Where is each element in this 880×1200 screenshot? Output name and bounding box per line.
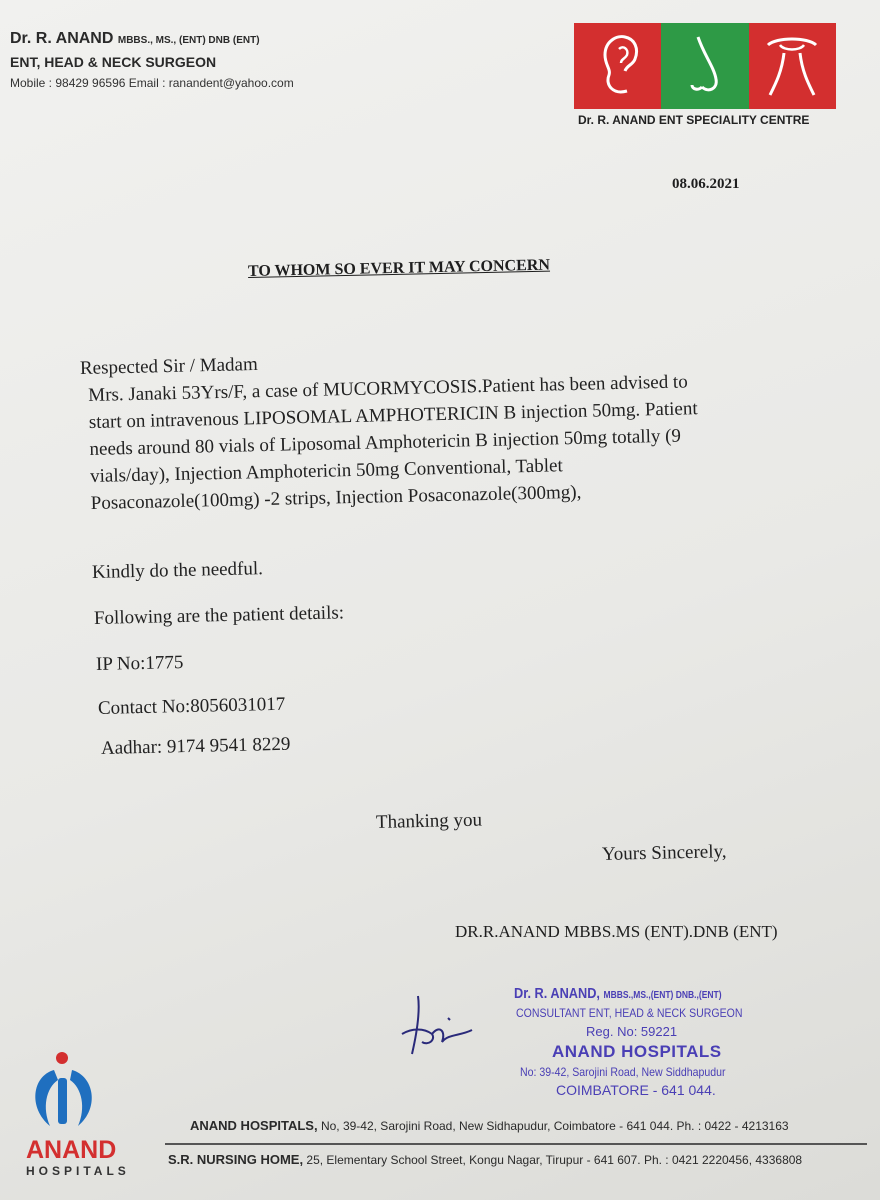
request-line: Kindly do the needful. [91,558,264,583]
handwritten-signature [398,988,478,1065]
ent-centre-logo [574,23,836,109]
stamp-doctor-name [514,985,722,1002]
footer-line-1-address: No, 39-42, Sarojini Road, New Sidhapudur, Coimbatore - 641 044. Ph. : 0422 - 4213163 [317,1119,789,1133]
paragraph-line: start on intravenous LIPOSOMAL AMPHOTERICIN B injection 50mg. Patient [88,398,698,433]
paragraph-line: needs around 80 vials of Liposomal Amphotericin B injection 50mg totally (9 [89,425,682,460]
nose-icon [661,23,748,109]
stamp-address: No: 39-42, Sarojini Road, New Siddhapudur [520,1065,726,1079]
ip-number: IP No:1775 [95,652,184,675]
letter-subject: TO WHOM SO EVER IT MAY CONCERN [247,256,551,280]
details-intro: Following are the patient details: [93,602,345,629]
contact-number: Contact No:8056031017 [97,693,286,719]
stamp-hospital: ANAND HOSPITALS [552,1042,722,1061]
footer-divider [165,1143,867,1145]
doctor-contact: Mobile : 98429 96596 Email : ranandent@yahoo.com [10,76,294,90]
closing-line: Yours Sincerely, [601,841,727,865]
ear-icon [574,23,661,109]
footer-line-1-name: ANAND HOSPITALS, [190,1118,318,1133]
letter-date: 08.06.2021 [672,176,740,192]
paragraph-line: Mrs. Janaki 53Yrs/F, a case of MUCORMYCOSIS.Patient has been advised to [88,371,688,406]
doctor-qualifications: MBBS., MS., (ENT) DNB (ENT) [117,35,260,46]
footer-line-2 [168,1152,802,1167]
footer-logo-name: ANAND [26,1136,117,1164]
doctor-name: Dr. R. ANAND [10,30,114,47]
stamp-reg-no: Reg. No: 59221 [586,1024,678,1039]
letter-body-paragraph [88,366,811,517]
footer-line-1 [190,1118,789,1133]
thanking-line: Thanking you [375,809,483,833]
doctor-specialty: ENT, HEAD & NECK SURGEON [10,54,217,70]
stamp-city: COIMBATORE - 641 044. [556,1082,716,1098]
stamp-qualifications: MBBS.,MS.,(ENT) DNB.,(ENT) [603,990,722,1001]
stamp-title: CONSULTANT ENT, HEAD & NECK SURGEON [516,1006,743,1020]
salutation: Respected Sir / Madam [79,353,259,379]
doctor-header-name [10,30,260,48]
footer-line-2-name: S.R. NURSING HOME, [168,1152,304,1167]
aadhar-number: Aadhar: 9174 9541 8229 [100,733,291,759]
paragraph-line: Posaconazole(100mg) -2 strips, Injection Posaconazole(300mg), [90,481,582,514]
throat-icon [749,23,836,109]
centre-name: Dr. R. ANAND ENT SPECIALITY CENTRE [578,113,810,127]
signatory-name: DR.R.ANAND MBBS.MS (ENT).DNB (ENT) [455,922,778,941]
paragraph-line: vials/day), Injection Amphotericin 50mg Conventional, Tablet [89,455,563,487]
footer-line-2-address: 25, Elementary School Street, Kongu Nagar, Tirupur - 641 607. Ph. : 0421 2220456, 4336808 [303,1153,803,1167]
footer-logo-sub: HOSPITALS [26,1164,130,1178]
stamp-name: Dr. R. ANAND, [514,985,600,1002]
anand-hospitals-logo-icon [24,1050,136,1141]
